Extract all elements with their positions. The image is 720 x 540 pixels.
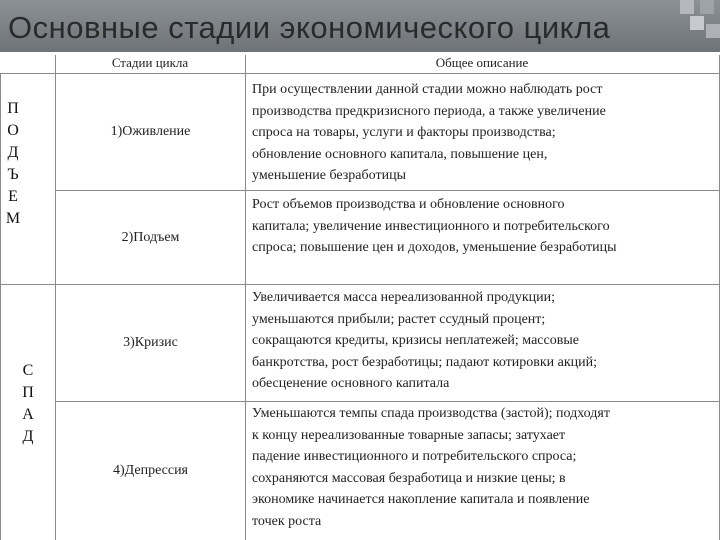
phase-upswing [0, 88, 26, 240]
phase-letter: О [7, 122, 19, 139]
description-line: Уменьшаются темпы спада производства (застой); подходят [252, 406, 610, 421]
description-line: капитала; увеличение инвестиционного и потребительского [252, 218, 610, 234]
phase-letter: Е [8, 188, 18, 205]
description-cell-boom [246, 192, 719, 284]
description-line: точек роста [252, 513, 322, 529]
header-description [245, 55, 719, 73]
decor-square [706, 24, 720, 38]
phase-downswing [14, 352, 42, 456]
header-stages-label: Стадии цикла [111, 55, 189, 70]
header-stages [55, 55, 245, 73]
stage-label: 3)Кризис [123, 335, 178, 350]
phase-letter: Д [7, 144, 19, 161]
description-line: спроса на товары, услуги и факторы производства; [252, 125, 556, 141]
stage-cell-crisis [56, 285, 245, 401]
description-line: сохраняются массовая безработица и низкие цены; в [252, 470, 566, 486]
phase-letter: П [22, 384, 34, 401]
description-line: сокращаются кредиты, кризисы неплатежей; массовые [252, 333, 579, 349]
description-line: падение инвестиционного и потребительского спроса; [252, 449, 577, 465]
page-title: Основные стадии экономического цикла [8, 10, 611, 45]
grid-line [0, 73, 55, 74]
decor-square [690, 16, 704, 30]
description-line: Рост объемов производства и обновление основного [252, 197, 565, 212]
stage-label: 4)Депрессия [112, 463, 188, 478]
description-line: обновление основного капитала, повышение цен, [252, 146, 548, 162]
phase-letter: Ъ [7, 166, 19, 183]
phase-letter: П [7, 100, 19, 117]
description-line: Увеличивается масса нереализованной продукции; [252, 290, 556, 305]
description-line: экономике начинается накопление капитала и появление [252, 492, 590, 508]
phase-letter: А [22, 406, 34, 423]
decor-square [700, 0, 714, 14]
description-line: спроса; повышение цен и доходов, уменьшение безработицы [252, 240, 617, 256]
description-cell-revival [246, 77, 719, 190]
header-description-label: Общее описание [435, 55, 529, 70]
stage-cell-boom [56, 191, 245, 284]
phase-letter: С [22, 362, 34, 379]
description-line: к концу нереализованные товарные запасы; затухает [252, 427, 566, 443]
description-line: банкротства, рост безработицы; падают котировки акций; [252, 354, 598, 370]
stage-label: 1)Оживление [110, 124, 191, 139]
description-cell-crisis [246, 285, 719, 401]
decor-square [680, 0, 694, 14]
description-cell-depression [246, 401, 719, 540]
description-line: обесценение основного капитала [252, 376, 450, 392]
description-line: уменьшаются прибыли; растет ссудный процент; [252, 311, 546, 327]
phase-letter: Д [22, 428, 34, 445]
title-bar [0, 0, 720, 52]
description-line: При осуществлении данной стадии можно наблюдать рост [252, 82, 603, 97]
description-line: производства предкризисного периода, а также увеличение [252, 103, 606, 119]
phase-letter: М [5, 210, 21, 227]
stage-cell-revival [56, 74, 245, 190]
description-line: уменьшение безработицы [252, 168, 406, 184]
stage-label: 2)Подъем [121, 229, 180, 245]
stage-cell-depression [56, 402, 245, 540]
